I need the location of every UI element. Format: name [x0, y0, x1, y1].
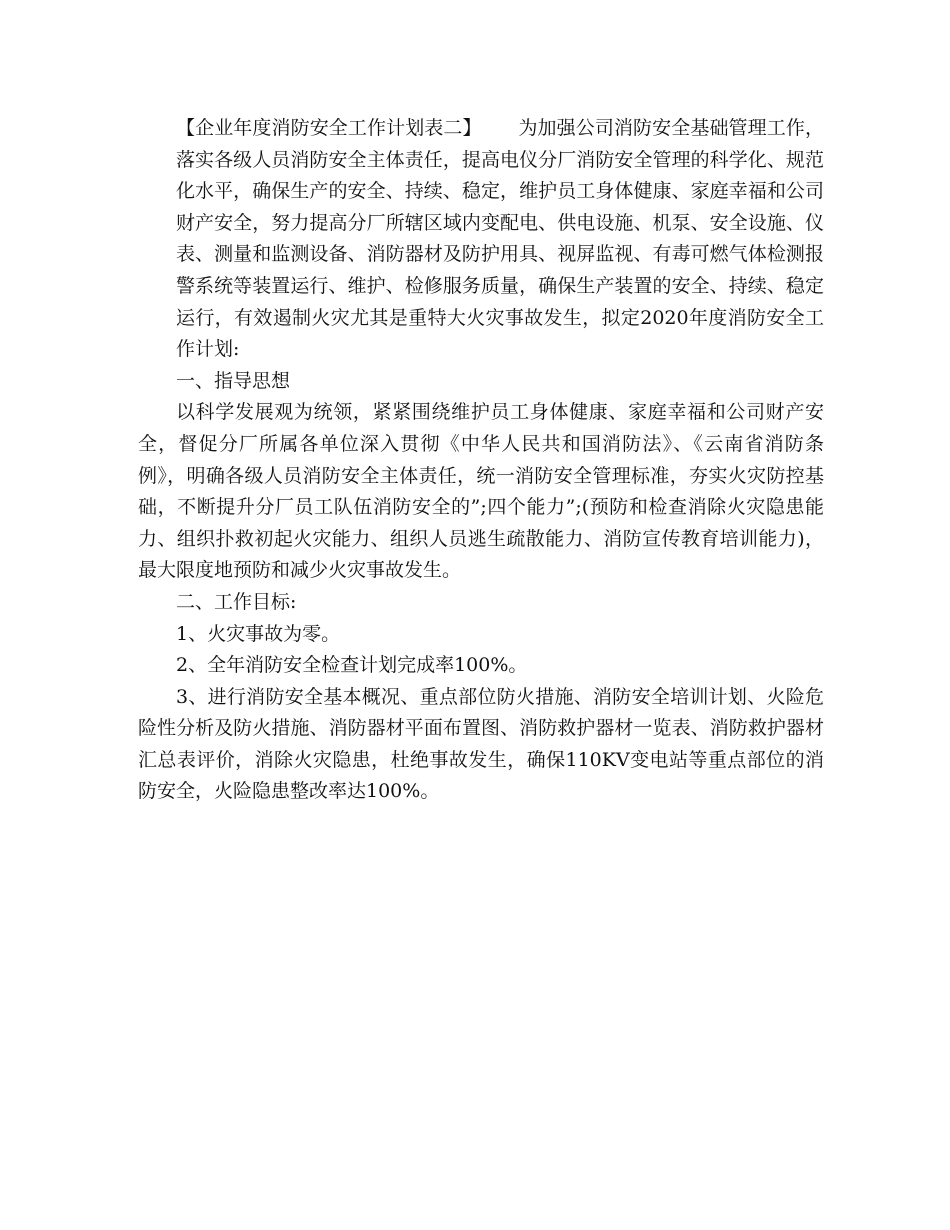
- goal-item: 3、进行消防安全基本概况、重点部位防火措施、消防安全培训计划、火险危险性分析及防火措施、消防器材平面布置图、消防救护器材一览表、消防救护器材汇总表评价，消除火灾隐患，杜绝事故发生，确保110KV变电站等重点部位的消防安全，火险隐患整改率达100%。: [138, 685, 824, 803]
- section-body-guiding-ideology: 以科学发展观为统领，紧紧围绕维护员工身体健康、家庭幸福和公司财产安全，督促分厂所属各单位深入贯彻《中华人民共和国消防法》、《云南省消防条例》，明确各级人员消防安全主体责任，统一消防安全管理标准，夯实火灾防控基础，不断提升分厂员工队伍消防安全的”;四个能力”;(预防和检查消除火灾隐患能力、组织扑救初起火灾能力、组织人员逃生疏散能力、消防宣传教育培训能力)，最大限度地预防和减少火灾事故发生。: [138, 401, 824, 582]
- goal-item: 2、全年消防安全检查计划完成率100%。: [176, 654, 528, 677]
- section-heading-guiding-ideology: 一、指导思想: [176, 369, 291, 392]
- document-page: [138, 113, 824, 808]
- goal-item: 1、火灾事故为零。: [176, 622, 341, 645]
- intro-paragraph: [138, 113, 824, 366]
- section-heading-work-goals: 二、工作目标:: [176, 590, 297, 613]
- intro-gap: [482, 117, 519, 139]
- document-title: 【企业年度消防安全工作计划表二】: [176, 117, 482, 139]
- intro-text: 为加强公司消防安全基础管理工作，落实各级人员消防安全主体责任，提高电仪分厂消防安全管理的科学化、规范化水平，确保生产的安全、持续、稳定，维护员工身体健康、家庭幸福和公司财产安全，努力提高分厂所辖区域内变配电、供电设施、机泵、安全设施、仪表、测量和监测设备、消防器材及防护用具、视屏监视、有毒可燃气体检测报警系统等装置运行、维护、检修服务质量，确保生产装置的安全、持续、稳定运行，有效遏制火灾尤其是重特大火灾事故发生，拟定2020年度消防安全工作计划:: [176, 117, 824, 361]
